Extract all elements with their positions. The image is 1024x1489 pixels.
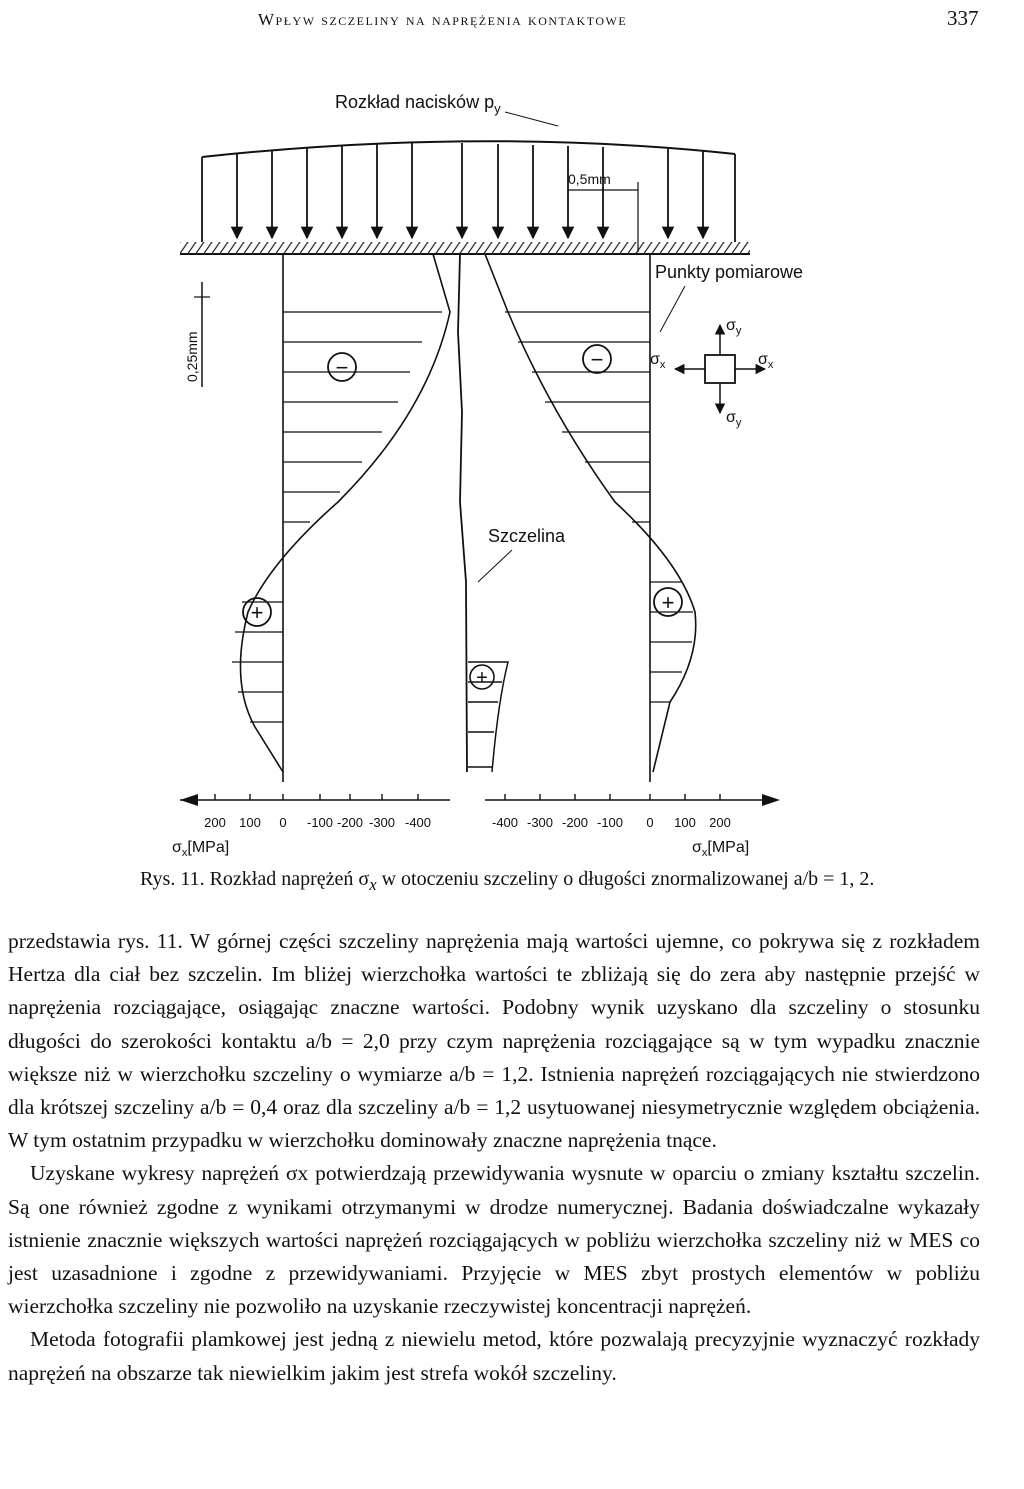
depth-label: 0,25mm (184, 331, 200, 382)
svg-text:−: − (590, 347, 604, 372)
svg-text:−: − (335, 355, 349, 380)
load-leader (505, 112, 558, 126)
right-tick: -300 (526, 815, 554, 830)
left-tick: 100 (239, 815, 261, 830)
svg-text:+: + (250, 600, 264, 625)
stress-element-icon (650, 317, 774, 429)
left-sign-minus (328, 353, 356, 381)
left-axis-label: $\sigma_x[MPa]$ (172, 839, 230, 859)
paragraph-1: przedstawia rys. 11. W górnej części szczeliny naprężenia mają wartości ujemne, co pokrywa się z rozkładem Hertza dla ciał bez szczelin. Im bliżej wierzchołka wartości te zbliżają się do zera aby następnie przejść w naprężenia rozciągające, osiągając znaczne wartości. Podobny wynik uzyskano dla szczeliny o stosunku długości do szerokości kontaktu a/b = 2,0 przy czym naprężenia rozciągające są w tym wypadku znacznie większe niż w wierzchołku szczeliny o wymiarze a/b = 1,2. Istnienia naprężeń rozciągających nie stwierdzono dla krótszej szczeliny a/b = 0,4 oraz dla szczeliny a/b = 1,2 usytuowanej niesymetrycznie względem obciążenia. W tym ostatnim przypadku w wierzchołku dominowały znaczne naprężenia tnące. (8, 929, 980, 1153)
svg-text:+: + (661, 590, 675, 615)
right-tick: -200 (561, 815, 589, 830)
right-stress-plot (485, 254, 696, 782)
right-tick: 100 (674, 815, 696, 830)
right-tick: 0 (646, 815, 654, 830)
left-tick: -400 (404, 815, 432, 830)
width-label: 0,5mm (568, 171, 611, 187)
caption-text: Rozkład naprężeń σ (204, 868, 370, 890)
load-label: Rozkład nacisków $p_y$ (335, 92, 501, 116)
left-tick: -200 (336, 815, 364, 830)
paragraph-2: Uzyskane wykresy naprężeń σx potwierdzają przewidywania wysnute w oparciu o zmiany kształtu szczelin. Są one również zgodne z wynikami otrzymanymi w drodze numerycznej. Badania doświadczalne wykazały istnienie znacznie większych wartości naprężeń rozciągających w pobliżu wierzchołka szczeliny niż w MES co jest uzasadnione i zgodne z przewidywaniami. Przyjęcie w MES zbyt prostych elementów w pobliżu wierzchołka szczeliny nie pozwoliło na uzyskanie rzeczywistej koncentracji naprężeń. (8, 1161, 980, 1319)
right-axis-label: $\sigma_x[MPa]$ (692, 839, 750, 859)
left-axis (172, 794, 450, 859)
svg-text:σx: $\sigma_x$ (758, 351, 774, 371)
left-tick: -100 (306, 815, 334, 830)
crack-sign-plus (470, 665, 494, 689)
right-tick: -400 (491, 815, 519, 830)
points-label: Punkty pomiarowe (655, 262, 804, 282)
body-text (8, 925, 980, 1390)
left-tick: 0 (279, 815, 287, 830)
crack-label: Szczelina (488, 526, 566, 546)
stress-diagram (160, 82, 840, 862)
figure-caption (140, 868, 1000, 895)
page-number: 337 (947, 6, 979, 30)
points-leader (660, 286, 685, 332)
left-tick: -300 (368, 815, 396, 830)
running-title: Wpływ szczeliny na naprężenia kontaktowe (258, 10, 628, 29)
caption-text-2: w otoczeniu szczeliny o długości znormalizowanej a/b = 1, 2. (376, 868, 875, 890)
svg-text:σy: $\sigma_y$ (726, 409, 742, 429)
paragraph-3: Metoda fotografii plamkowej jest jedną z niewielu metod, które pozwalają precyzyjnie wyznaczyć rozkłady naprężeń na obszarze tak niewielkim jakim jest strefa wokół szczeliny. (8, 1327, 980, 1385)
svg-text:+: + (476, 667, 488, 689)
crack-tip-stress (468, 662, 508, 772)
right-axis (485, 794, 780, 859)
right-sign-minus (583, 345, 611, 373)
svg-text:σx: $\sigma_x$ (650, 351, 666, 371)
caption-sub: x (369, 875, 377, 894)
right-sign-plus (654, 588, 682, 616)
left-tick: 200 (204, 815, 226, 830)
right-tick: 200 (709, 815, 731, 830)
crack (458, 254, 467, 772)
svg-text:σy: $\sigma_y$ (726, 317, 742, 337)
caption-prefix: Rys. 11. (140, 868, 205, 890)
crack-leader (478, 550, 512, 582)
page-header (0, 4, 1024, 36)
load-curve (202, 141, 735, 157)
right-tick: -100 (596, 815, 624, 830)
left-stress-plot (232, 254, 450, 782)
figure-11 (160, 82, 840, 862)
contact-surface-hatch (180, 242, 750, 254)
